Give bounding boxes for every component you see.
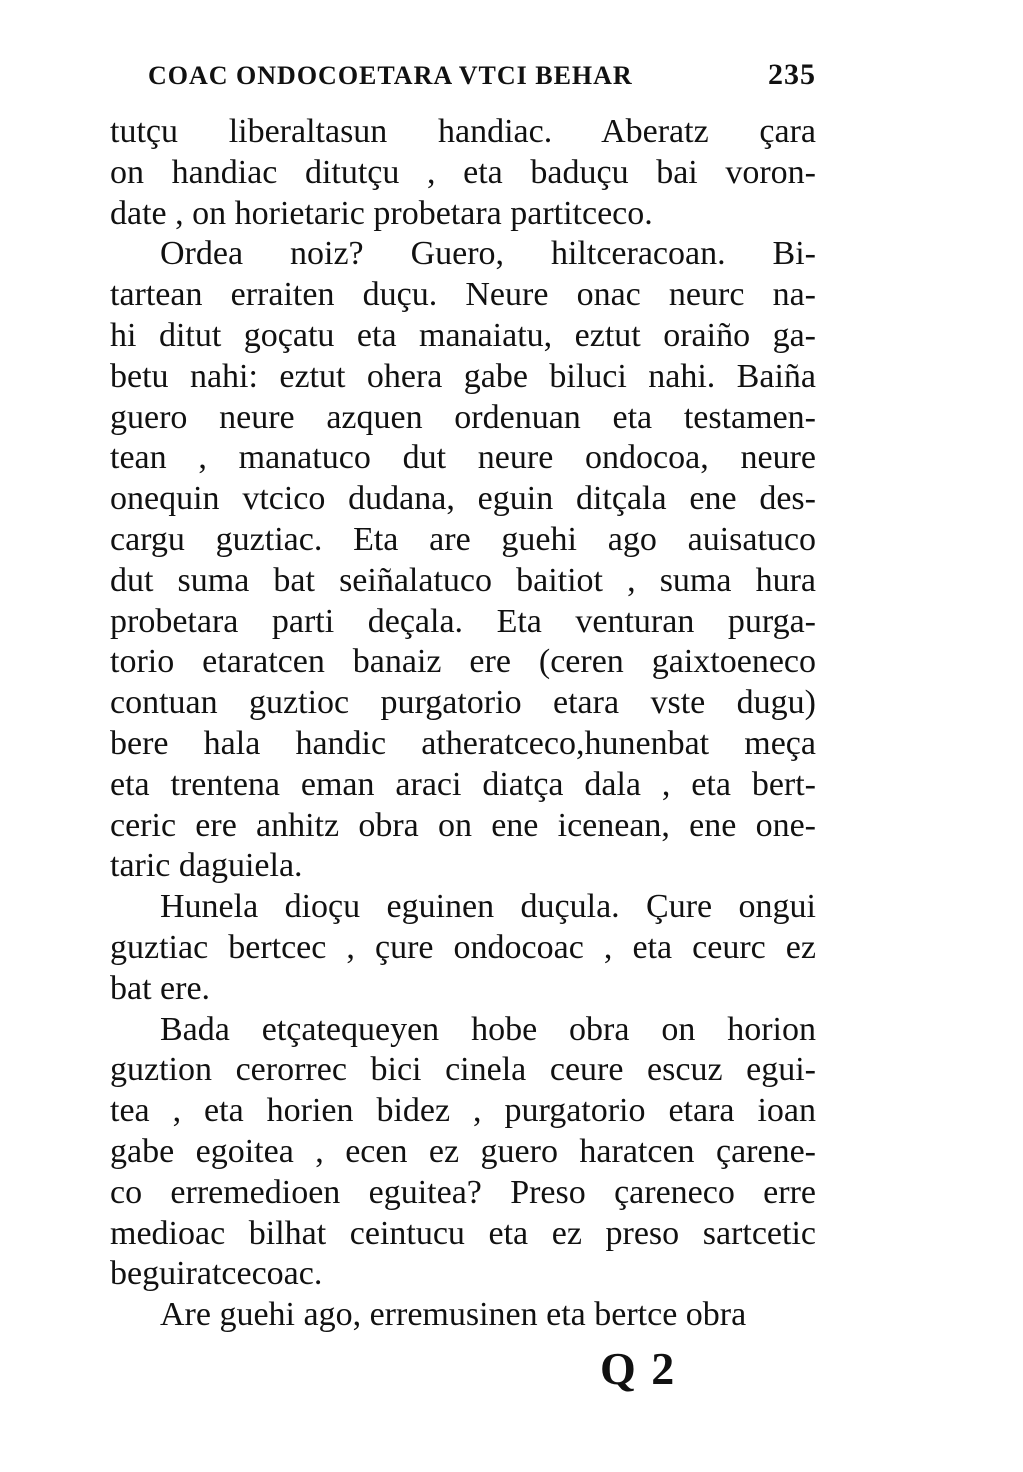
text-line: cargu guztiac. Eta are guehi ago auisatuco [110,520,816,558]
text-line: beguiratcecoac. [110,1255,323,1293]
text-line: dut suma bat seiñalatuco baitiot , suma hura [110,561,816,599]
page-number: 235 [768,58,816,91]
text-line: on handiac ditutçu , eta baduçu bai voron- [110,153,816,191]
text-line: guero neure azquen ordenuan eta testamen- [110,398,816,436]
running-title: COAC ONDOCOETARA VTCI BEHAR [148,61,633,90]
text-line: taric daguiela. [110,847,303,885]
text-line: tean , manatuco dut neure ondocoa, neure [110,439,816,477]
text-line: contuan guztioc purgatorio etara vste dugu) [110,684,816,722]
paragraph [110,1010,816,1296]
text-line: bat ere. [110,969,211,1007]
text-line: gabe egoitea , ecen ez guero haratcen çarene- [110,1132,816,1170]
text-line: probetara parti deçala. Eta venturan purga- [110,602,816,640]
text-line: guztion cerorrec bici cinela ceure escuz egui- [110,1051,816,1089]
running-head [148,58,816,102]
text-line: tea , eta horien bidez , purgatorio etara ioan [110,1092,816,1130]
text-line: Are guehi ago, erremusinen eta bertce obra [160,1296,747,1334]
text-line: torio etaratcen banaiz ere (ceren gaixtoeneco [110,643,816,681]
text-line: Bada etçatequeyen hobe obra on horion [160,1010,816,1048]
text-line: tartean erraiten duçu. Neure onac neurc na- [110,276,816,314]
body-text [110,112,816,1336]
text-line: co erremedioen eguitea? Preso çareneco erre [110,1173,816,1211]
text-line: bere hala handic atheratceco,hunenbat meça [110,724,816,762]
paragraph [110,1295,816,1336]
text-line: medioac bilhat ceintucu eta ez preso sartcetic [110,1214,816,1252]
text-line: eta trentena eman araci diatça dala , eta bert- [110,765,816,803]
text-line: tutçu liberaltasun handiac. Aberatz çara [110,113,816,150]
text-line: guztiac bertcec , çure ondocoac , eta ceurc ez [110,928,816,966]
text-line: Ordea noiz? Guero, hiltceracoan. Bi- [160,235,816,273]
text-line: ceric ere anhitz obra on ene icenean, ene one- [110,806,816,844]
text-line: hi ditut goçatu eta manaiatu, eztut oraiño ga- [110,316,816,354]
text-line: date , on horietaric probetara partitceco. [110,194,653,232]
signature-mark: Q 2 [600,1343,677,1394]
paragraph [110,112,816,234]
text-line: Hunela dioçu eguinen duçula. Çure ongui [160,888,816,926]
paragraph [110,234,816,887]
text-line: onequin vtcico dudana, eguin ditçala ene des- [110,480,816,518]
paragraph [110,887,816,1009]
text-line: betu nahi: eztut ohera gabe biluci nahi. Baiña [110,357,816,395]
